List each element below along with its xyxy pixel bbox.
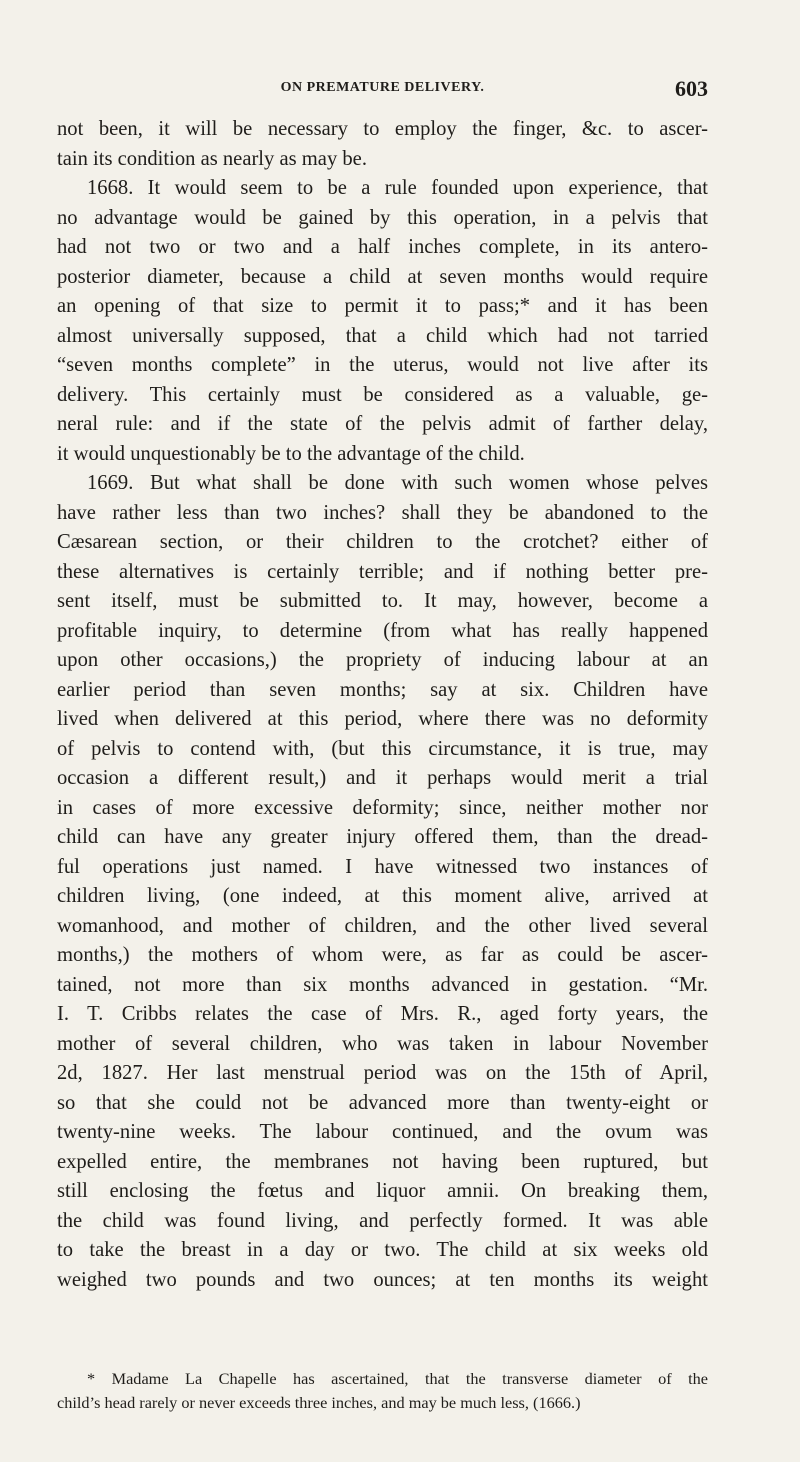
text-line: womanhood, and mother of children, and the other lived several (57, 914, 708, 937)
text-line: tain its condition as nearly as may be. (57, 147, 367, 170)
text-line: in cases of more excessive deformity; since, neither mother nor (57, 796, 708, 819)
footnote (57, 1367, 708, 1415)
text-line: to take the breast in a day or two. The child at six weeks old (57, 1239, 708, 1261)
text-line: I. T. Cribbs relates the case of Mrs. R., aged forty years, the (57, 1003, 708, 1025)
text-line: almost universally supposed, that a child which had not tarried (57, 324, 708, 347)
text-line: lived when delivered at this period, where there was no deformity (57, 708, 708, 730)
text-line: ful operations just named. I have witnessed two instances of (57, 855, 708, 878)
footnote-line: * Madame La Chapelle has ascertained, that the transverse diameter of the (87, 1369, 708, 1388)
text-line: no advantage would be gained by this operation, in a pelvis that (57, 206, 708, 229)
text-line: children living, (one indeed, at this moment alive, arrived at (57, 885, 708, 907)
text-line: neral rule: and if the state of the pelvis admit of farther delay, (57, 413, 708, 435)
text-line: mother of several children, who was taken in labour November (57, 1032, 708, 1055)
text-line: have rather less than two inches? shall they be abandoned to the (57, 501, 708, 524)
footnote-line: child’s head rarely or never exceeds three inches, and may be much less, (1666.) (57, 1393, 581, 1412)
paragraph-1669-start: 1669. But what shall be done with such women whose pelves (87, 472, 708, 494)
body-text (57, 115, 708, 1295)
text-line: so that she could not be advanced more than twenty-eight or (57, 1091, 708, 1114)
text-line: weighed two pounds and two ounces; at ten months its weight (57, 1268, 708, 1291)
text-line: occasion a different result,) and it perhaps would merit a trial (57, 767, 708, 789)
text-line: “seven months complete” in the uterus, would not live after its (57, 354, 708, 376)
text-line: still enclosing the fœtus and liquor amnii. On breaking them, (57, 1180, 708, 1202)
text-line: these alternatives is certainly terrible; and if nothing better pre- (57, 560, 708, 583)
text-line: expelled entire, the membranes not having been ruptured, but (57, 1150, 708, 1173)
text-line: twenty-nine weeks. The labour continued, and the ovum was (57, 1121, 708, 1143)
text-line: upon other occasions,) the propriety of inducing labour at an (57, 649, 708, 671)
text-line: an opening of that size to permit it to pass;* and it has been (57, 295, 708, 317)
text-line: the child was found living, and perfectly formed. It was able (57, 1209, 708, 1232)
text-line: of pelvis to contend with, (but this circumstance, it is true, may (57, 737, 708, 760)
page-number: 603 (675, 76, 708, 101)
paragraph-1668-start: 1668. It would seem to be a rule founded upon experience, that (87, 177, 708, 199)
text-line: 2d, 1827. Her last menstrual period was on the 15th of April, (57, 1062, 708, 1084)
running-head (57, 76, 708, 110)
text-line: it would unquestionably be to the advantage of the child. (57, 442, 525, 465)
text-line: had not two or two and a half inches complete, in its antero- (57, 236, 708, 258)
text-line: tained, not more than six months advanced in gestation. “Mr. (57, 973, 708, 996)
text-line: profitable inquiry, to determine (from what has really happened (57, 619, 708, 642)
text-line: months,) the mothers of whom were, as far as could be ascer- (57, 944, 708, 966)
text-line: not been, it will be necessary to employ the finger, &c. to ascer- (57, 118, 708, 140)
text-line: Cæsarean section, or their children to the crotchet? either of (57, 531, 708, 553)
text-line: sent itself, must be submitted to. It may, however, become a (57, 590, 708, 612)
text-line: earlier period than seven months; say at six. Children have (57, 678, 708, 701)
text-line: delivery. This certainly must be considered as a valuable, ge- (57, 383, 708, 406)
text-line: posterior diameter, because a child at seven months would require (57, 265, 708, 288)
text-line: child can have any greater injury offered them, than the dread- (57, 826, 708, 848)
running-title: ON PREMATURE DELIVERY. (280, 80, 485, 95)
